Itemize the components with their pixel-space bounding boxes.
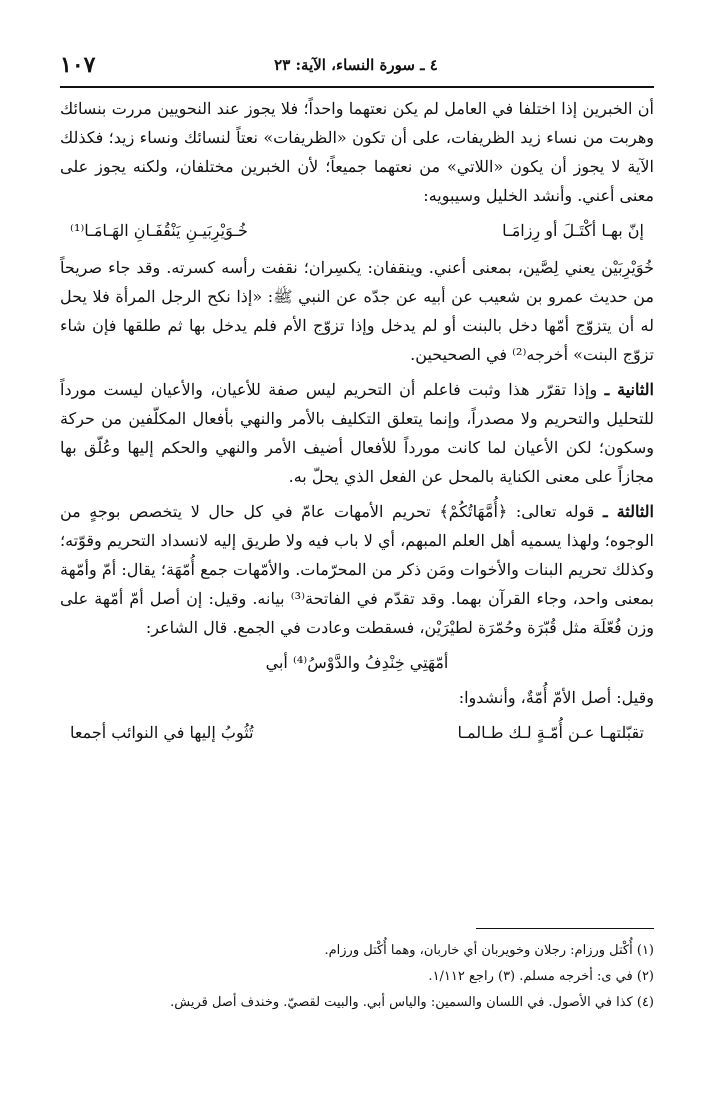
verse-3 (60, 718, 654, 747)
footnote-divider (476, 928, 654, 929)
footnote-1: (١) أُكْتل ورزام: رجلان وخويربان أي خاربان، وهما أُكْتل ورزام. (324, 943, 654, 958)
footnote-4: (٤) كذا في الأصول. في اللسان والسمين: والياس أبي. والبيت لقصيّ. وخندف أصل قريش. (170, 995, 654, 1010)
paragraph-4-lead: الثالثة ـ (602, 502, 655, 521)
main-text (60, 94, 654, 755)
footnote-2-3: (٢) في ى: أخرجه مسلم. (٣) راجع ١/١١٢. (428, 969, 654, 984)
running-title: ٤ ـ سورة النساء، الآية: ٢٣ (274, 56, 438, 74)
paragraph-3 (60, 375, 654, 491)
paragraph-1: أن الخبرين إذا اختلفا في العامل لم يكن نعتهما واحداً؛ فلا يجوز عند النحويين مررت بنسائك وهربت من نساء زيد الظريفات، على أن تكون «الظريفات» نعتاً لنسائك ونساء زيد؛ فكذلك الآية لا يجوز أن يكون «اللاتي» من نعتهما جميعاً؛ لأن الخبرين مختلفان، ولكنه يجوز على معنى أعني. وأنشد الخليل وسيبويه: (60, 99, 654, 205)
header-divider (60, 86, 654, 88)
paragraph-3-text: وإذا تقرّر هذا وثبت فاعلم أن التحريم ليس صفة للأعيان، والأعيان ليست مورداً للتحليل والتحريم ولا مصدراً، وإنما يتعلق التكليف بالأمر والنهي بأفعال المكلّفين من حركة وسكون؛ لكن الأعيان لما كانت مورداً للأفعال أضيف الأمر والنهي والحكم إليها وعُلّق بها مجازاً على معنى الكناية بالمحل عن الفعل الذي يحلّ به. (60, 380, 654, 486)
verse-1-second-hemistich: خُـوَيْرِبَيـنِ يَنْقُفَـانِ الهَـامَـا⁽¹⁾ (70, 221, 248, 240)
verse-1-first-hemistich: إنّ بهـا أكْتَـلَ أو رِزامَـا (502, 221, 644, 240)
page-header (60, 52, 652, 82)
verse-3-first-hemistich: تقبّلتهـا عـن أُمّـةٍ لـك طـالمـا (457, 723, 644, 742)
footnotes (60, 938, 654, 1016)
verse-1 (60, 216, 654, 245)
paragraph-3-lead: الثانية ـ (604, 380, 655, 399)
page-number: ١٠٧ (60, 52, 96, 78)
paragraph-2: خُوَيْرِبَيْن يعني لِصَّين، بمعنى أعني. وينقفان: يكسِران؛ نقفت رأسه كسرته. وقد جاء صريحاً من حديث عمرو بن شعيب عن أبيه عن جدّه عن النبي ﷺ: «إذا نكح الرجل المرأة فلا يحل له أن يتزوّج أمّها دخل بالبنت أو لم يدخل وإذا تزوّج الأم فلم يدخل بها ثم طلقها فإن شاء تزوّج البنت» أخرجه⁽²⁾ في الصحيحين. (60, 258, 654, 364)
paragraph-4-text: قوله تعالى: ﴿أُمَّهَاتُكُمْ﴾ تحريم الأمهات عامّ في كل حال لا يتخصص بوجهٍ من الوجوه؛ ولهذا يسميه أهل العلم المبهم، أي لا باب فيه ولا طريق إليه لانسداد التحريم وقوّته؛ وكذلك تحريم البنات والأخوات ومَن ذكر من المحرّمات. والأمّهات جمع أُمّهَة؛ يقال: أمّ وأمّهة بمعنى واحد، وجاء القرآن بهما. وقد تقدّم في الفاتحة⁽³⁾ بيانه. وقيل: إن أصل أمّ أمّهة على وزن فُعّلَة مثل قُبّرَة وحُمّرَة لطيْرَيْن، فسقطت وعادت في الجمع. قال الشاعر: (60, 502, 655, 637)
verse-2: أمّهَتِي خِنْدِفُ والدَّوْسُ⁽⁴⁾ أبي (265, 653, 449, 672)
verse-3-second-hemistich: تُثُوبُ إليها في النوائب أجمعا (70, 723, 254, 742)
paragraph-5: وقيل: أصل الأمّ أُمّةٌ، وأنشدوا: (458, 688, 654, 707)
paragraph-4 (60, 497, 654, 642)
